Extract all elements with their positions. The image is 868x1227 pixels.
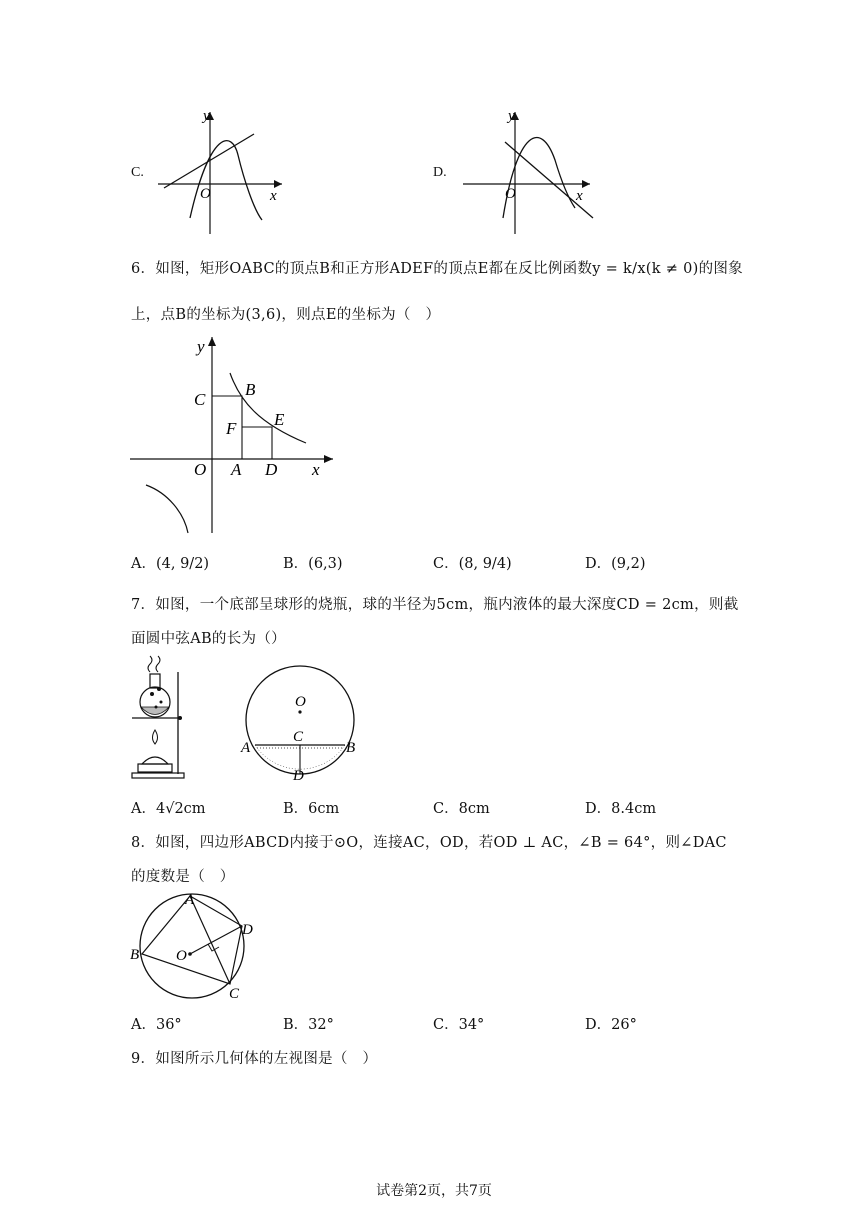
q8-stem-line2: 的度数是（ ） <box>131 869 235 885</box>
q6-B-label: B <box>245 380 256 399</box>
q6-option-c[interactable]: C．(8, 9/4) <box>433 556 512 572</box>
q5-option-d-label[interactable]: D. <box>433 165 447 180</box>
q7-D-label: D <box>293 768 304 784</box>
flask-apparatus-illustration <box>128 652 190 782</box>
q7-stem-line1: 7．如图，一个底部呈球形的烧瓶，球的半径为5cm，瓶内液体的最大深度CD = 2cm，则截 <box>131 597 739 613</box>
q7-stem-line2: 面圆中弦AB的长为（） <box>131 631 286 647</box>
q8-option-c-value: 34° <box>458 1017 485 1033</box>
q8-C-label: C <box>229 986 240 1002</box>
q7-C-label: C <box>293 729 304 745</box>
q6-F-label: F <box>226 419 237 438</box>
q7-option-c-value: 8cm <box>458 801 490 817</box>
q8-O-label: O <box>176 948 187 964</box>
q6-option-a[interactable]: A．(4, 9/2) <box>131 556 210 572</box>
q5-option-d-graph <box>455 100 600 240</box>
q8-option-a[interactable]: A．36° <box>131 1017 182 1033</box>
q5d-origin-label: O <box>505 186 516 202</box>
page-footer: 试卷第2页，共7页 <box>376 1183 492 1199</box>
q8-circle-figure <box>128 888 258 1008</box>
q6-O-label: O <box>194 460 207 479</box>
q5d-y-label: y <box>508 108 515 124</box>
q7-O-label: O <box>295 694 306 710</box>
q5c-y-label: y <box>203 108 210 124</box>
q6-A-label: A <box>231 460 242 479</box>
q6-stem-line1: 6．如图，矩形OABC的顶点B和正方形ADEF的顶点E都在反比例函数y = k/x(k ≠ 0)的图象 <box>131 261 743 277</box>
q8-option-c[interactable]: C．34° <box>433 1017 485 1033</box>
q6-y-label: y <box>197 337 205 356</box>
q6-D-label: D <box>265 460 278 479</box>
q6-option-d[interactable]: D．(9,2) <box>585 556 646 572</box>
q6-figure <box>128 333 338 538</box>
q7-A-label: A <box>241 740 251 756</box>
q6-option-b-value: (6,3) <box>308 556 343 572</box>
q8-option-a-value: 36° <box>155 1017 182 1033</box>
q8-option-b-value: 32° <box>308 1017 334 1033</box>
q8-D-label: D <box>242 922 253 938</box>
q7-option-d[interactable]: D．8.4cm <box>585 801 657 817</box>
q6-x-label: x <box>312 460 320 479</box>
q6-option-b[interactable]: B．(6,3) <box>283 556 343 572</box>
q6-option-a-value: (4, 9/2) <box>155 556 210 572</box>
q8-stem-line1: 8．如图，四边形ABCD内接于⊙O，连接AC，OD，若OD ⊥ AC，∠B = 64°，则∠DAC <box>131 835 727 851</box>
q8-option-d-value: 26° <box>611 1017 637 1033</box>
q8-option-b[interactable]: B．32° <box>283 1017 334 1033</box>
q8-A-label: A <box>185 892 195 908</box>
q5c-origin-label: O <box>200 186 211 202</box>
q7-option-d-value: 8.4cm <box>611 801 657 817</box>
q5-option-c-label[interactable]: C. <box>131 165 144 180</box>
q7-option-a[interactable]: A．4√2cm <box>131 801 206 817</box>
q6-option-d-value: (9,2) <box>611 556 646 572</box>
q6-option-c-value: (8, 9/4) <box>458 556 512 572</box>
q5c-x-label: x <box>270 188 277 204</box>
q6-stem-line2: 上，点B的坐标为(3,6)，则点E的坐标为（ ） <box>131 307 441 323</box>
q9-stem-line1: 9．如图所示几何体的左视图是（ ） <box>131 1051 378 1067</box>
q5-option-c-graph <box>150 100 290 240</box>
q8-B-label: B <box>130 947 140 963</box>
q7-option-b[interactable]: B．6cm <box>283 801 340 817</box>
q8-option-d[interactable]: D．26° <box>585 1017 637 1033</box>
q7-option-c[interactable]: C．8cm <box>433 801 490 817</box>
q7-option-a-value: 4√2cm <box>155 801 206 817</box>
q7-B-label: B <box>346 740 356 756</box>
q7-circle-figure <box>236 656 366 786</box>
q6-C-label: C <box>194 390 206 409</box>
q5d-x-label: x <box>576 188 583 204</box>
q6-E-label: E <box>274 410 285 429</box>
q7-option-b-value: 6cm <box>308 801 340 817</box>
